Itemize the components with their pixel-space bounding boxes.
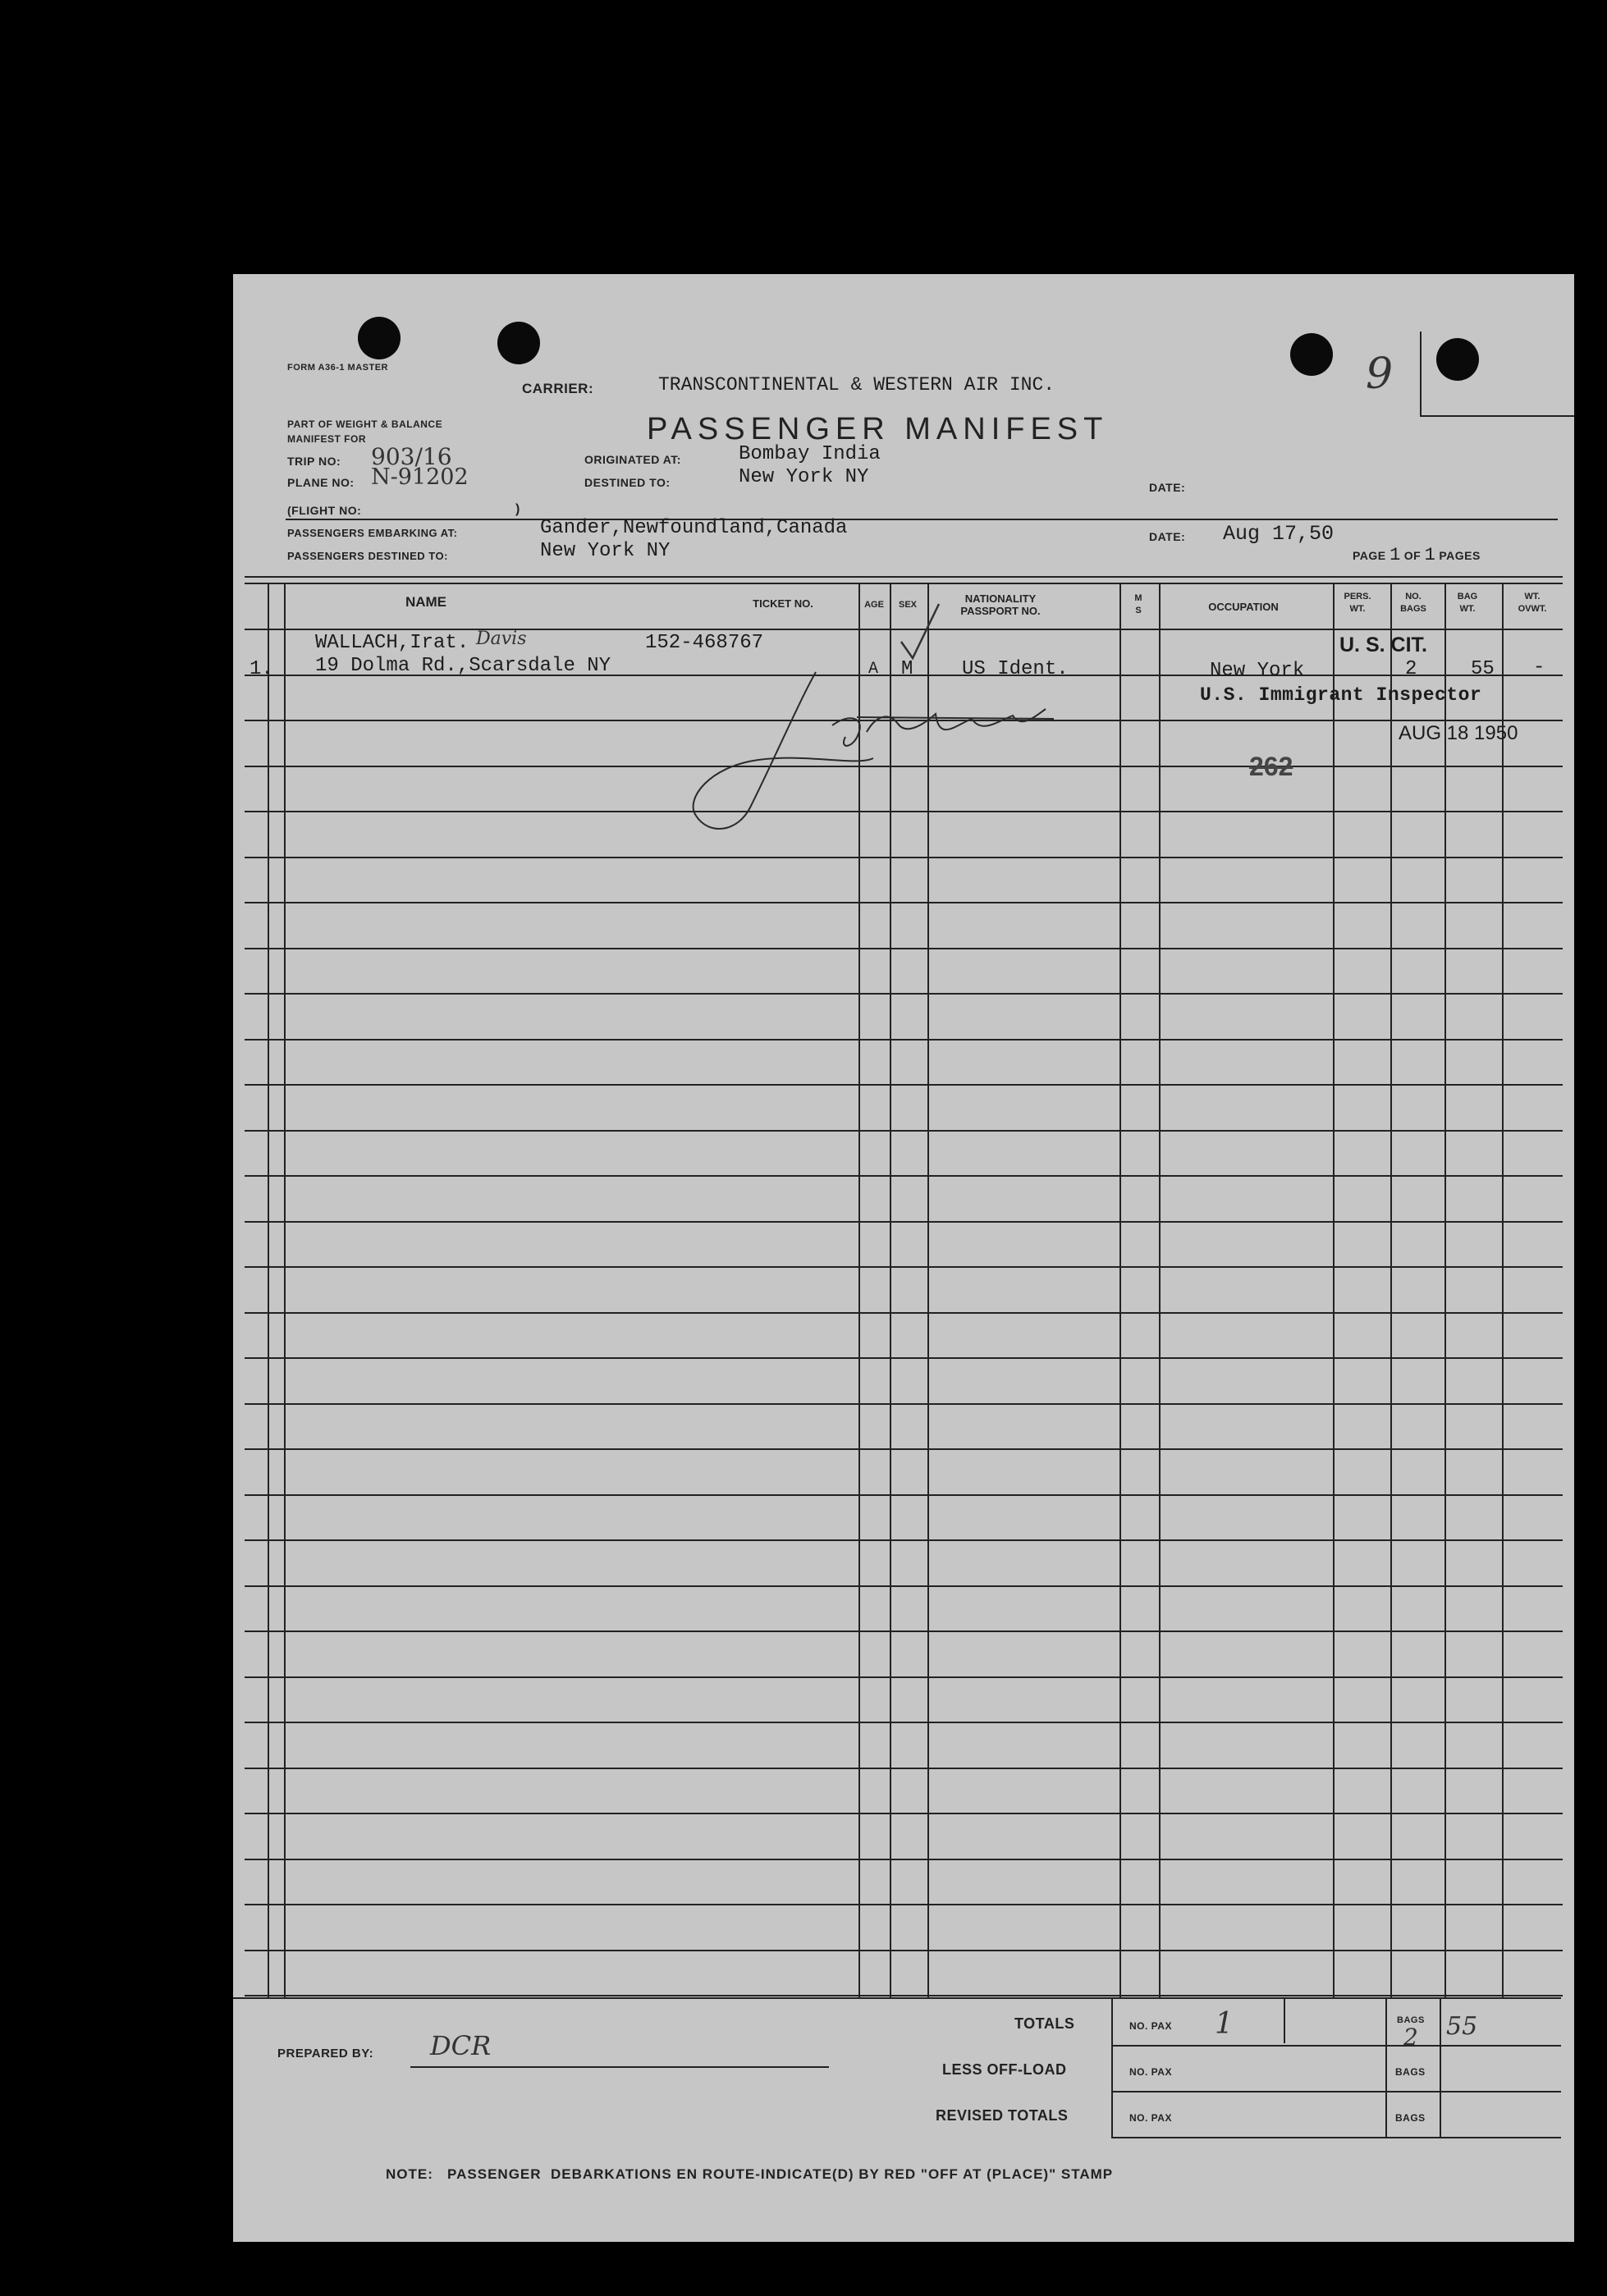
table-top-rule: [245, 583, 1563, 584]
table-bottom-rule: [233, 1997, 1561, 1999]
totals-rule: [1111, 2091, 1561, 2092]
embarking-label: PASSENGERS EMBARKING AT:: [287, 527, 458, 539]
flight-value: ): [515, 502, 520, 516]
passenger-age: A: [868, 660, 879, 679]
passenger-occupation: New York: [1210, 660, 1305, 682]
plane-value: N-91202: [371, 464, 469, 490]
table-row-rule: [245, 1221, 1563, 1223]
table-row-rule: [245, 1768, 1563, 1769]
table-row-rule: [245, 857, 1563, 858]
bags-label: BAGS: [1395, 2066, 1426, 2078]
col-header-ticket: TICKET NO.: [753, 597, 813, 610]
totals-rule: [1111, 2137, 1561, 2138]
column-divider: [1390, 583, 1392, 1997]
totals-divider: [1385, 1997, 1387, 2137]
table-row-rule: [245, 902, 1563, 903]
table-row-rule: [245, 948, 1563, 949]
citizen-stamp: U. S. CIT.: [1339, 633, 1427, 656]
passenger-name: WALLACH,Irat.: [315, 632, 469, 654]
table-row-rule: [245, 1585, 1563, 1587]
table-row-rule: [245, 1130, 1563, 1132]
row-number: 1.: [250, 658, 273, 680]
date2-value: Aug 17,50: [1223, 522, 1335, 546]
table-row-rule: [245, 1175, 1563, 1177]
page-total: 1: [1424, 545, 1435, 565]
passenger-no-bags: 2: [1405, 658, 1417, 680]
part-of-label: PART OF WEIGHT & BALANCE: [287, 418, 443, 430]
prepared-by-line: [410, 2066, 829, 2068]
manifest-for-label: MANIFEST FOR: [287, 433, 366, 445]
no-pax-label: NO. PAX: [1129, 2020, 1172, 2032]
page-number: 1: [1390, 545, 1401, 565]
of-label: OF: [1403, 549, 1422, 562]
table-row-rule: [245, 1950, 1563, 1951]
col-header-nationality: NATIONALITY PASSPORT NO.: [960, 592, 1041, 617]
passenger-address: 19 Dolma Rd.,Scarsdale NY: [315, 655, 611, 677]
total-bags-value: 2: [1403, 2024, 1418, 2051]
prepared-by-initials: DCR: [430, 2030, 492, 2061]
no-pax-label: NO. PAX: [1129, 2112, 1172, 2124]
bags-label: BAGS: [1395, 2112, 1426, 2124]
date2-label: DATE:: [1149, 530, 1186, 543]
inspection-date-stamp: AUG 18 1950: [1399, 722, 1518, 744]
total-pax-value: 1: [1215, 2007, 1234, 2041]
totals-rule: [1111, 2045, 1561, 2047]
date-label: DATE:: [1149, 481, 1186, 494]
table-row-rule: [245, 1631, 1563, 1632]
totals-divider: [1440, 1997, 1441, 2137]
trip-label: TRIP NO:: [287, 455, 341, 468]
page-label: PAGE: [1353, 549, 1386, 562]
column-divider: [1333, 583, 1335, 1997]
column-divider: [1119, 583, 1121, 1997]
col-header-wt-ovwt: WT. OVWT.: [1518, 592, 1547, 614]
column-divider: [284, 583, 286, 1997]
table-row-rule: [245, 1904, 1563, 1905]
table-row-rule: [245, 1357, 1563, 1359]
prepared-by-label: PREPARED BY:: [277, 2047, 374, 2060]
table-row-rule: [245, 1494, 1563, 1496]
col-header-name: NAME: [405, 594, 447, 610]
revised-totals-label: REVISED TOTALS: [936, 2107, 1069, 2124]
table-row-rule: [245, 1266, 1563, 1268]
footer-note: NOTE: PASSENGER DEBARKATIONS EN ROUTE-INDICATE(D) BY RED "OFF AT (PLACE)" STAMP: [386, 2166, 1114, 2182]
page-title: PASSENGER MANIFEST: [647, 412, 1109, 446]
col-header-sex: SEX: [898, 600, 917, 610]
originated-label: ORIGINATED AT:: [584, 453, 681, 466]
stamp-number: 262: [1249, 752, 1293, 781]
passenger-name-handwritten: Davis: [476, 629, 527, 649]
form-id: FORM A36-1 MASTER: [287, 363, 388, 373]
trip-value: 903/16: [371, 443, 452, 470]
carrier-label: CARRIER:: [522, 381, 594, 396]
totals-divider: [1284, 1997, 1285, 2043]
destined-pax-value: New York NY: [540, 540, 671, 562]
col-header-no-bags: NO. BAGS: [1400, 592, 1426, 614]
flight-label: (FLIGHT NO:: [287, 504, 362, 517]
passenger-table: [233, 274, 1574, 2242]
left-margin-rule: [268, 583, 269, 1997]
passenger-bag-wt: 55: [1471, 658, 1495, 680]
inspector-stamp: U.S. Immigrant Inspector: [1200, 684, 1482, 706]
totals-divider: [1111, 1997, 1113, 2137]
carrier-name: TRANSCONTINENTAL & WESTERN AIR INC.: [658, 374, 1055, 396]
passenger-ovwt: -: [1533, 656, 1545, 679]
totals-label: TOTALS: [1014, 2015, 1075, 2032]
table-top-rule: [245, 576, 1563, 578]
passenger-sex: M: [901, 658, 913, 680]
total-bag-wt-value: 55: [1446, 2012, 1478, 2041]
ticket-number: 152-468767: [645, 632, 764, 654]
check-mark-icon: [895, 599, 944, 665]
bags-label: BAGS: [1397, 2015, 1425, 2025]
column-divider: [1159, 583, 1161, 1997]
embarking-value: Gander,Newfoundland,Canada: [540, 517, 848, 539]
col-header-ms: M S: [1134, 593, 1142, 615]
originated-value: Bombay India: [739, 443, 881, 465]
table-row-rule: [245, 1995, 1563, 1996]
column-divider: [1502, 583, 1504, 1997]
col-header-pers-wt: PERS. WT.: [1344, 592, 1371, 614]
table-row-rule: [245, 1813, 1563, 1814]
inspector-signature: [660, 668, 1070, 832]
manifest-sheet: [233, 274, 1574, 2242]
table-row-rule: [245, 1722, 1563, 1723]
destined-pax-label: PASSENGERS DESTINED TO:: [287, 550, 448, 562]
table-row-rule: [245, 1859, 1563, 1860]
col-header-bag-wt: BAG WT.: [1457, 592, 1478, 614]
plane-label: PLANE NO:: [287, 476, 355, 489]
table-row-rule: [245, 1676, 1563, 1678]
col-header-age: AGE: [864, 600, 884, 610]
destined-label: DESTINED TO:: [584, 476, 671, 489]
table-row-rule: [245, 1312, 1563, 1314]
table-row-rule: [245, 993, 1563, 995]
passenger-nationality: US Ident.: [962, 658, 1069, 680]
page-mark: 9: [1366, 350, 1394, 399]
table-row-rule: [245, 1084, 1563, 1086]
pages-label: PAGES: [1439, 549, 1481, 562]
column-divider: [1444, 583, 1446, 1997]
table-row-rule: [245, 1539, 1563, 1541]
destined-value: New York NY: [739, 466, 869, 488]
no-pax-label: NO. PAX: [1129, 2066, 1172, 2078]
table-row-rule: [245, 1448, 1563, 1450]
col-header-occupation: OCCUPATION: [1208, 601, 1279, 613]
table-row-rule: [245, 1403, 1563, 1405]
less-offload-label: LESS OFF-LOAD: [942, 2061, 1067, 2078]
table-row-rule: [245, 1039, 1563, 1041]
